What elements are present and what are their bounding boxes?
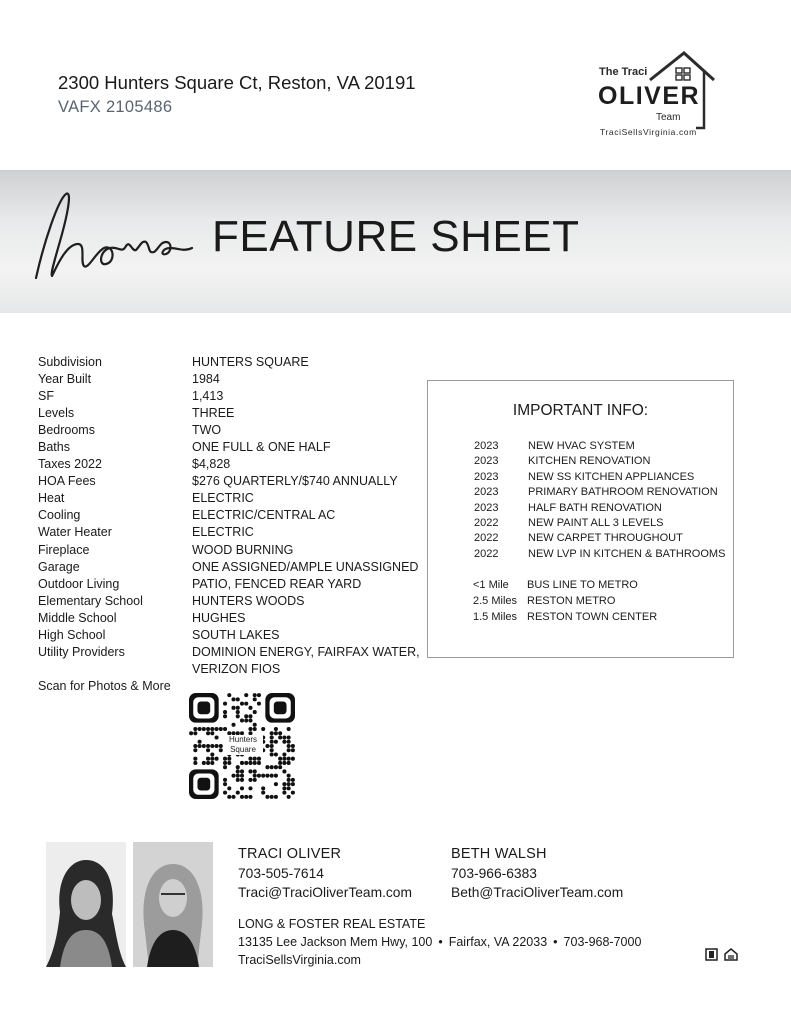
improvement-text: HALF BATH RENOVATION [528, 501, 662, 514]
spec-label: Elementary School [38, 593, 143, 608]
spec-label: Bedrooms [38, 423, 95, 438]
logo-team: Team [656, 112, 681, 123]
spec-value: TWO [192, 423, 222, 438]
spec-row [38, 439, 422, 456]
spec-row [38, 661, 422, 678]
spec-value: 1,413 [192, 389, 224, 404]
distance-place: BUS LINE TO METRO [527, 579, 638, 591]
spec-row [38, 559, 422, 576]
improvement-item [474, 531, 725, 546]
spec-label: Cooling [38, 508, 81, 523]
spec-label: Outdoor Living [38, 576, 120, 591]
distance-item [473, 594, 657, 610]
distance-place: RESTON METRO [527, 594, 616, 607]
improvement-item [474, 470, 725, 485]
improvement-year: 2022 [474, 517, 499, 530]
spec-value: VERIZON FIOS [192, 661, 281, 676]
property-address: 2300 Hunters Square Ct, Reston, VA 20191 [58, 72, 416, 93]
qr-code[interactable] [189, 693, 295, 799]
brokerage-website[interactable]: TraciSellsVirginia.com [238, 953, 361, 967]
spec-row [38, 644, 422, 661]
distance-item [473, 578, 657, 594]
distance-value: 1.5 Miles [473, 610, 518, 623]
spec-value: 1984 [192, 372, 220, 387]
spec-value: $4,828 [192, 457, 231, 472]
qr-caption [223, 735, 263, 755]
qr-caption-line1: Hunters [228, 735, 257, 744]
equal-housing-icon [725, 949, 737, 960]
improvement-text: NEW HVAC SYSTEM [528, 440, 635, 452]
spec-row [38, 524, 422, 541]
spec-value: ONE ASSIGNED/AMPLE UNASSIGNED [192, 559, 419, 574]
improvement-year: 2023 [474, 470, 499, 483]
feature-banner [0, 170, 791, 313]
improvement-year: 2023 [474, 486, 499, 499]
brokerage-name: LONG & FOSTER REAL ESTATE [238, 917, 426, 931]
spec-label: Fireplace [38, 542, 90, 557]
improvement-item [474, 501, 725, 516]
improvement-text: NEW LVP IN KITCHEN & BATHROOMS [528, 547, 726, 560]
spec-row [38, 627, 422, 644]
brokerage-street: 13135 Lee Jackson Mem Hwy, 100 [238, 935, 433, 949]
improvement-item [474, 454, 725, 469]
spec-row [38, 456, 422, 473]
agent-name: TRACI OLIVER [238, 846, 342, 862]
spec-label: Year Built [38, 372, 92, 387]
spec-row [38, 388, 422, 405]
property-specs [38, 354, 422, 678]
spec-label: Subdivision [38, 355, 102, 369]
spec-label: HOA Fees [38, 474, 96, 489]
spec-row [38, 593, 422, 610]
mls-number: VAFX 2105486 [58, 98, 173, 116]
spec-label [38, 661, 192, 678]
spec-label: Middle School [38, 610, 117, 625]
spec-row [38, 371, 422, 388]
spec-row [38, 422, 422, 439]
brokerage-address: 13135 Lee Jackson Mem Hwy, 100 • Fairfax, VA 22033 • 703-968-7000 [238, 935, 642, 949]
spec-value: SOUTH LAKES [192, 627, 280, 642]
spec-label: Baths [38, 440, 70, 455]
spec-value: HUNTERS WOODS [192, 593, 305, 608]
realtor-icon [706, 949, 717, 960]
agent-photo-traci [46, 842, 126, 967]
logo-name: OLIVER [598, 82, 701, 110]
spec-row [38, 490, 422, 507]
spec-row [38, 354, 422, 371]
spec-value: DOMINION ENERGY, FAIRFAX WATER, [192, 644, 420, 659]
agent-traci [238, 845, 412, 902]
improvement-item [474, 547, 725, 562]
improvement-year: 2023 [474, 455, 499, 468]
logo-website: TraciSellsVirginia.com [600, 127, 697, 137]
qr-caption-line2: Square [230, 745, 256, 754]
improvement-year: 2022 [474, 547, 499, 560]
spec-value: $276 QUARTERLY/$740 ANNUALLY [192, 474, 398, 489]
spec-row [38, 473, 422, 490]
improvement-year: 2023 [474, 501, 499, 514]
distance-item [473, 610, 657, 626]
improvement-text: KITCHEN RENOVATION [528, 455, 651, 468]
spec-value: HUNTERS SQUARE [192, 355, 309, 369]
team-logo [592, 50, 717, 142]
brokerage-city: Fairfax, VA 22033 [448, 935, 548, 949]
spec-label: SF [38, 389, 54, 404]
footer-icons [705, 948, 739, 967]
spec-value: WOOD BURNING [192, 542, 294, 557]
improvement-year: 2023 [474, 440, 499, 452]
agent-beth [451, 845, 623, 902]
spec-value: THREE [192, 406, 235, 421]
spec-value: HUGHES [192, 610, 246, 625]
improvement-text: NEW CARPET THROUGHOUT [528, 532, 683, 545]
spec-label: Taxes 2022 [38, 457, 102, 472]
spec-value: ONE FULL & ONE HALF [192, 440, 331, 455]
feature-sheet-title: FEATURE SHEET [212, 212, 580, 261]
agent-photo-beth [133, 842, 213, 967]
brokerage-info [238, 915, 641, 969]
distance-list [473, 578, 657, 626]
improvement-item [474, 516, 725, 531]
improvement-text: NEW SS KITCHEN APPLIANCES [528, 470, 695, 483]
distance-place: RESTON TOWN CENTER [527, 610, 658, 623]
improvement-text: PRIMARY BATHROOM RENOVATION [528, 486, 718, 499]
distance-value: 2.5 Miles [473, 594, 518, 607]
spec-row [38, 507, 422, 524]
spec-label: Heat [38, 491, 65, 506]
important-info-heading: IMPORTANT INFO: [512, 402, 649, 419]
agent-name: BETH WALSH [451, 846, 547, 862]
agent-phone[interactable]: 703-505-7614 [238, 866, 324, 881]
spec-label: Utility Providers [38, 644, 125, 659]
important-info-box [427, 380, 734, 658]
improvement-list [474, 439, 725, 562]
improvement-item [474, 439, 725, 454]
spec-label: Garage [38, 559, 80, 574]
improvement-text: NEW PAINT ALL 3 LEVELS [528, 517, 664, 530]
spec-row [38, 610, 422, 627]
spec-row [38, 576, 422, 593]
agent-email[interactable]: Beth@TraciOliverTeam.com [451, 885, 624, 900]
spec-value: ELECTRIC [192, 491, 254, 506]
brokerage-phone[interactable]: 703-968-7000 [563, 935, 642, 949]
spec-label: Levels [38, 406, 75, 421]
scan-label: Scan for Photos & More [38, 679, 171, 693]
agent-email[interactable]: Traci@TraciOliverTeam.com [238, 885, 412, 900]
spec-value: ELECTRIC/CENTRAL AC [192, 508, 336, 523]
improvement-year: 2022 [474, 532, 499, 545]
spec-label: High School [38, 627, 106, 642]
logo-prefix: The Traci [599, 66, 648, 78]
home-script-wordmark [22, 182, 202, 292]
spec-value: ELECTRIC [192, 525, 254, 540]
agent-phone[interactable]: 703-966-6383 [451, 866, 537, 881]
spec-value: PATIO, FENCED REAR YARD [192, 576, 362, 591]
spec-label: Water Heater [38, 525, 112, 540]
spec-row [38, 405, 422, 422]
improvement-item [474, 485, 725, 500]
spec-row [38, 542, 422, 559]
distance-value: <1 Mile [473, 579, 509, 591]
